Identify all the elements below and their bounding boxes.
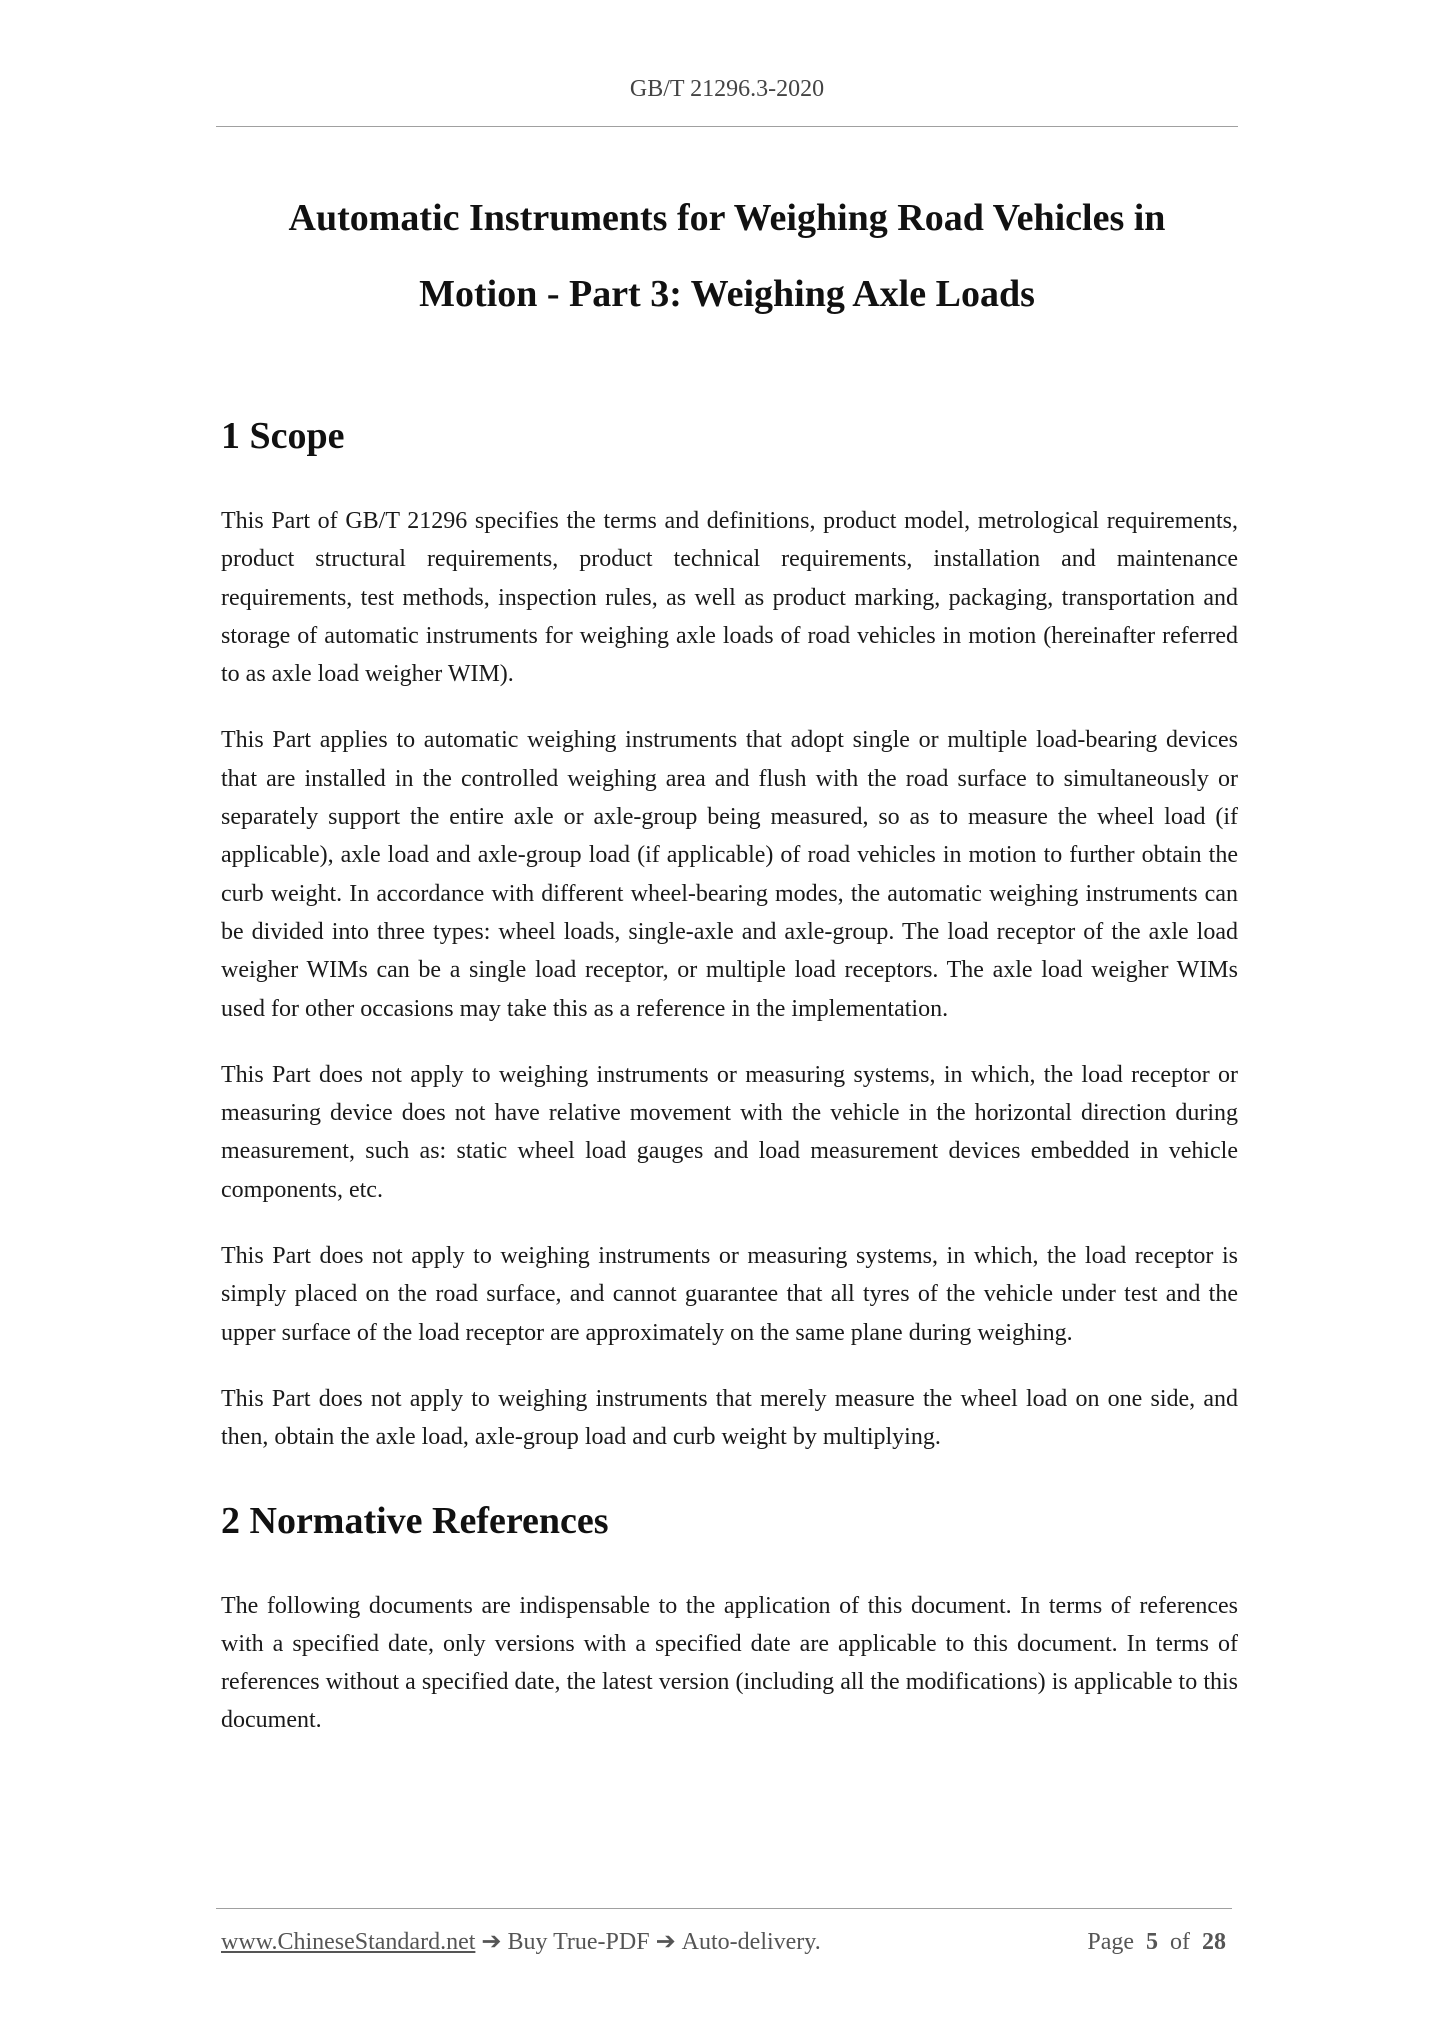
document-title-line-1: Automatic Instruments for Weighing Road Vehicles in	[288, 197, 1166, 239]
scope-paragraph-5: This Part does not apply to weighing instruments that merely measure the wheel load on one side, and then, obtain the axle load, axle-group load and curb weight by multiplying.	[221, 1385, 1238, 1451]
normative-references-paragraph-1: The following documents are indispensable to the application of this document. In terms of references with a specified date, only versions with a specified date are applicable to this document. In terms of references without a specified date, the latest version (including all the modifications) is applicable to this document.	[221, 1592, 1238, 1734]
scope-paragraph-3: This Part does not apply to weighing instruments or measuring systems, in which, the load receptor or measuring device does not have relative movement with the vehicle in the horizontal direction during measurement, such as: static wheel load gauges and load measurement devices embedded in vehicle components, etc.	[221, 1061, 1238, 1203]
document-title-line-2: Motion - Part 3: Weighing Axle Loads	[419, 273, 1035, 315]
page-total: 28	[1202, 1929, 1226, 1955]
page-indicator	[1087, 1924, 1232, 1960]
footer-divider	[216, 1908, 1232, 1909]
auto-delivery-text: Auto-delivery.	[681, 1929, 821, 1955]
section-heading-scope: 1 Scope	[221, 415, 345, 457]
scope-paragraph-1: This Part of GB/T 21296 specifies the terms and definitions, product model, metrological requirements, product structural requirements, product technical requirements, installation and maintenance requirements, test methods, inspection rules, as well as product marking, packaging, transportation and storage of automatic instruments for weighing axle loads of road vehicles in motion (hereinafter referred to as axle load weigher WIM).	[221, 508, 1238, 688]
page-label: Page	[1087, 1929, 1134, 1955]
scope-paragraph-4: This Part does not apply to weighing instruments or measuring systems, in which, the load receptor is simply placed on the road surface, and cannot guarantee that all tyres of the vehicle under test and the upper surface of the load receptor are approximately on the same plane during weighing.	[221, 1243, 1238, 1346]
footer-promo	[221, 1924, 821, 1960]
document-body	[221, 408, 1238, 1740]
running-header: GB/T 21296.3-2020	[629, 76, 825, 102]
arrow-right-icon: ➔	[655, 1929, 676, 1955]
page-current: 5	[1146, 1929, 1158, 1955]
buy-true-pdf-text: Buy True-PDF	[507, 1929, 650, 1955]
site-link[interactable]: www.ChineseStandard.net	[221, 1929, 476, 1955]
section-heading-normative-references: 2 Normative References	[221, 1499, 609, 1542]
arrow-right-icon: ➔	[481, 1929, 502, 1955]
header-divider	[216, 126, 1238, 127]
page-of-label: of	[1170, 1929, 1190, 1955]
scope-paragraph-2: This Part applies to automatic weighing instruments that adopt single or multiple load-bearing devices that are installed in the controlled weighing area and flush with the road surface to simultaneously or separately support the entire axle or axle-group being measured, so as to measure the wheel load (if applicable), axle load and axle-group load (if applicable) of road vehicles in motion to further obtain the curb weight. In accordance with different wheel-bearing modes, the automatic weighing instruments can be divided into three types: wheel loads, single-axle and axle-group. The load receptor of the axle load weigher WIMs can be a single load receptor, or multiple load receptors. The axle load weigher WIMs used for other occasions may take this as a reference in the implementation.	[221, 727, 1238, 1022]
document-title	[216, 180, 1238, 332]
